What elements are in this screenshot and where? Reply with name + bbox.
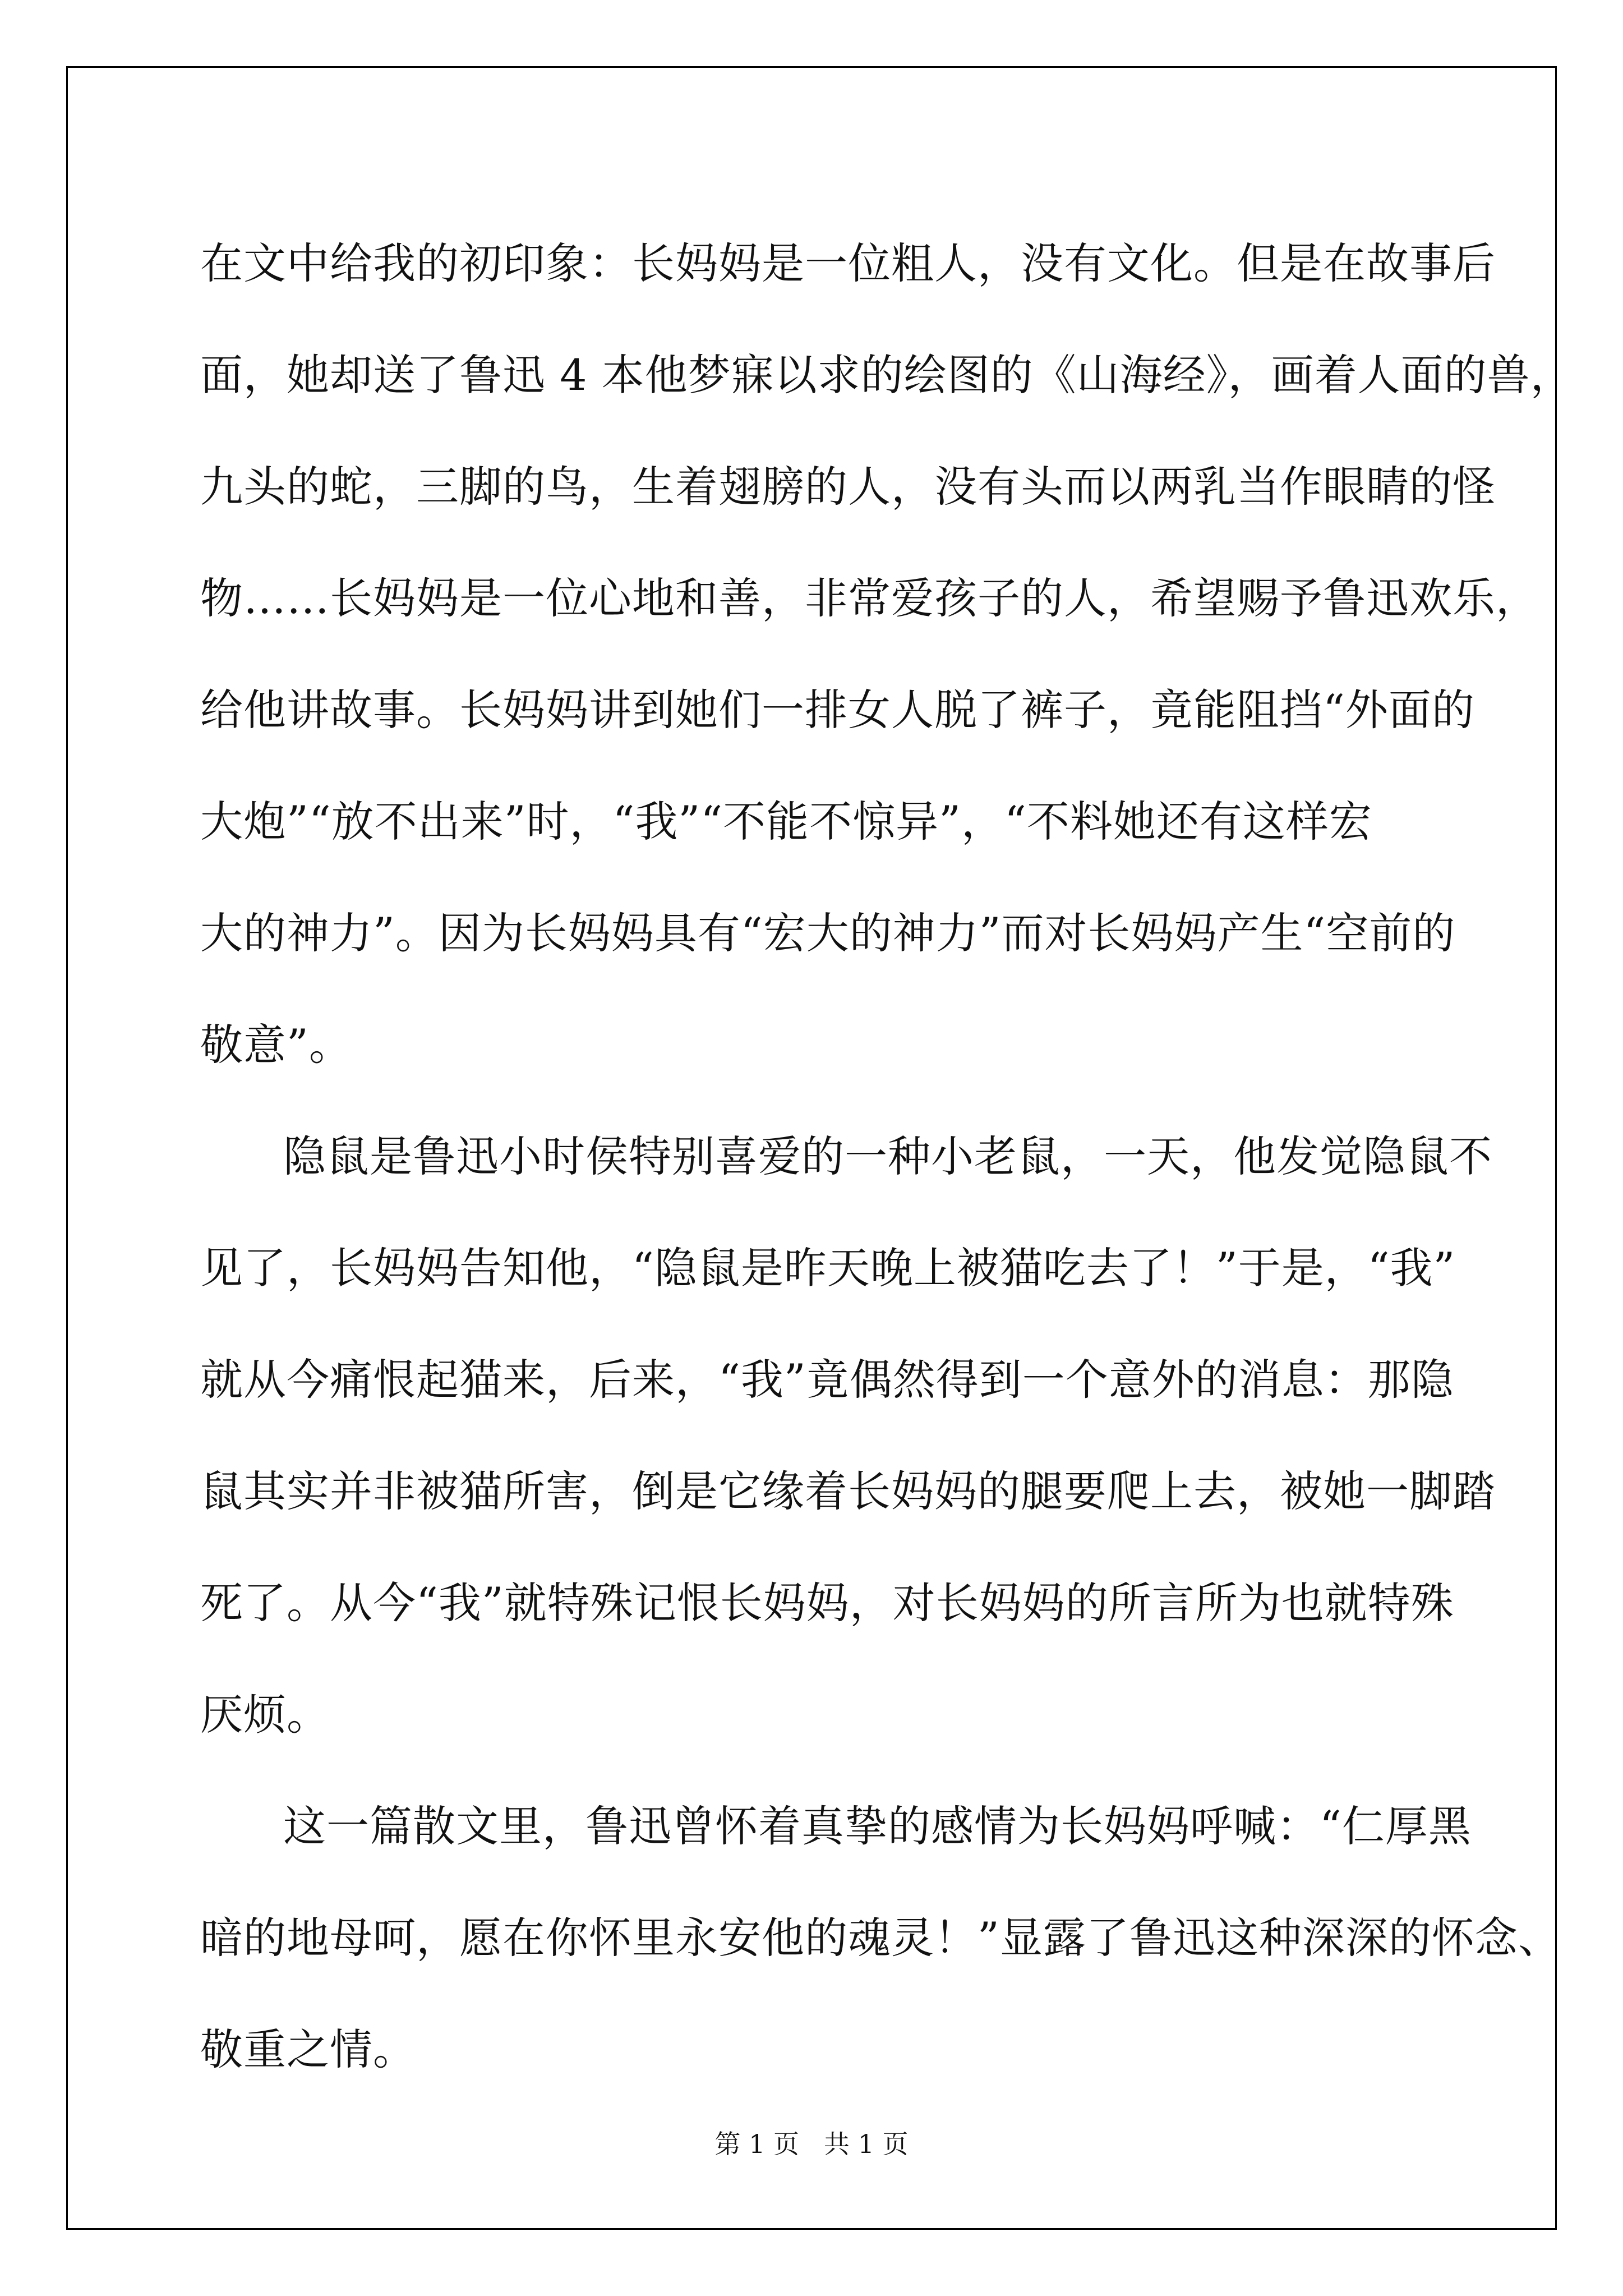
text-line: 大的神力”。因为长妈妈具有“宏大的神力”而对长妈妈产生“空前的 xyxy=(200,908,1456,958)
document-body xyxy=(200,208,1574,2105)
text-line: 敬意”。 xyxy=(200,1020,352,1070)
text-line: 厌烦。 xyxy=(200,1690,330,1740)
text-line: 九头的蛇，三脚的鸟，生着翅膀的人，没有头而以两乳当作眼睛的怪 xyxy=(200,462,1496,512)
text-line: 敬重之情。 xyxy=(200,2024,416,2074)
text-line: 大炮”“放不出来”时，“我”“不能不惊异”，“不料她还有这样宏 xyxy=(200,797,1372,846)
page-total: 共 1 页 xyxy=(824,2129,909,2159)
text-line: 见了，长妈妈告知他，“隐鼠是昨天晚上被猫吃去了！”于是，“我” xyxy=(200,1243,1456,1293)
page-footer xyxy=(0,2127,1623,2161)
text-line: 暗的地母呵，愿在你怀里永安他的魂灵！”显露了鲁迅这种深深的怀念、 xyxy=(200,1913,1561,1963)
text-line: 给他讲故事。长妈妈讲到她们一排女人脱了裤子，竟能阻挡“外面的 xyxy=(200,685,1475,735)
text-line: 面，她却送了鲁迅 4 本他梦寐以求的绘图的《山海经》，画着人面的兽， xyxy=(200,350,1574,400)
page-number: 第 1 页 xyxy=(714,2129,799,2159)
text-line: 在文中给我的初印象：长妈妈是一位粗人，没有文化。但是在故事后 xyxy=(200,238,1496,288)
text-line: 死了。从今“我”就特殊记恨长妈妈，对长妈妈的所言所为也就特殊 xyxy=(200,1578,1454,1628)
text-line: 隐鼠是鲁迅小时侯特别喜爱的一种小老鼠，一天，他发觉隐鼠不 xyxy=(283,1131,1492,1181)
text-line: 这一篇散文里，鲁迅曾怀着真挚的感情为长妈妈呼喊：“仁厚黑 xyxy=(283,1801,1472,1851)
text-line: 鼠其实并非被猫所害，倒是它缘着长妈妈的腿要爬上去，被她一脚踏 xyxy=(200,1466,1496,1516)
text-line: 物……长妈妈是一位心地和善，非常爱孩子的人，希望赐予鲁迅欢乐， xyxy=(200,573,1539,623)
text-line: 就从今痛恨起猫来，后来，“我”竟偶然得到一个意外的消息：那隐 xyxy=(200,1355,1454,1405)
